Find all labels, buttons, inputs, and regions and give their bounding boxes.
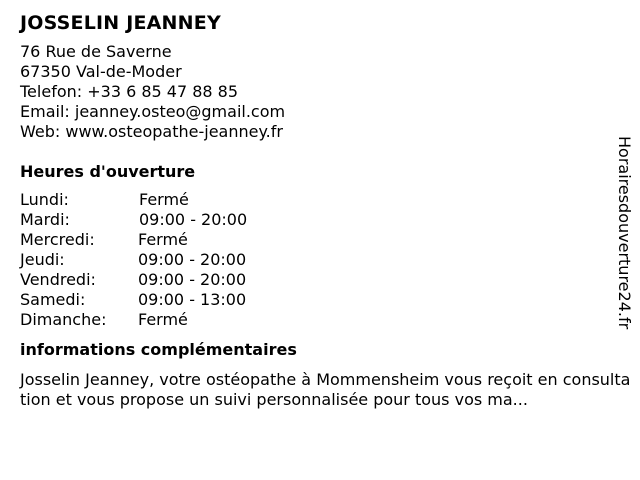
day-label: Samedi: [20, 290, 86, 309]
hours-row-friday [20, 270, 632, 290]
day-label: Dimanche: [20, 310, 107, 329]
day-hours: Fermé [138, 230, 188, 249]
info-description: Josselin Jeanney, votre ostéopathe à Mommensheim vous reçoit en consultation et vous propose un suivi personnalisée pour tous vos ma... [20, 370, 631, 409]
hours-row-tuesday [20, 210, 632, 230]
day-hours: 09:00 - 13:00 [138, 290, 247, 309]
business-card [20, 10, 632, 410]
contact-block [20, 42, 632, 142]
watermark-text: Horairesdouverture24.fr [615, 136, 634, 330]
day-hours: Fermé [139, 190, 189, 209]
address-street: 76 Rue de Saverne [20, 42, 172, 61]
address-city: 67350 Val-de-Moder [20, 62, 182, 81]
day-hours: 09:00 - 20:00 [139, 210, 248, 229]
hours-table [20, 190, 632, 330]
day-hours: 09:00 - 20:00 [138, 250, 247, 269]
day-hours: 09:00 - 20:00 [138, 270, 247, 289]
business-name: JOSSELIN JEANNEY [20, 12, 221, 34]
day-label: Mercredi: [20, 230, 95, 249]
phone-line: Telefon: +33 6 85 47 88 85 [20, 82, 239, 101]
web-line: Web: www.osteopathe-jeanney.fr [20, 122, 283, 141]
hours-title: Heures d'ouverture [20, 162, 196, 181]
hours-row-wednesday [20, 230, 632, 250]
day-label: Vendredi: [20, 270, 96, 289]
hours-row-saturday [20, 290, 632, 310]
hours-row-monday [20, 190, 632, 210]
watermark [612, 136, 636, 376]
day-label: Lundi: [20, 190, 69, 209]
hours-row-sunday [20, 310, 632, 330]
day-label: Jeudi: [20, 250, 65, 269]
day-hours: Fermé [138, 310, 188, 329]
email-line: Email: jeanney.osteo@gmail.com [20, 102, 286, 121]
hours-row-thursday [20, 250, 632, 270]
day-label: Mardi: [20, 210, 70, 229]
info-title: informations complémentaires [20, 340, 297, 359]
